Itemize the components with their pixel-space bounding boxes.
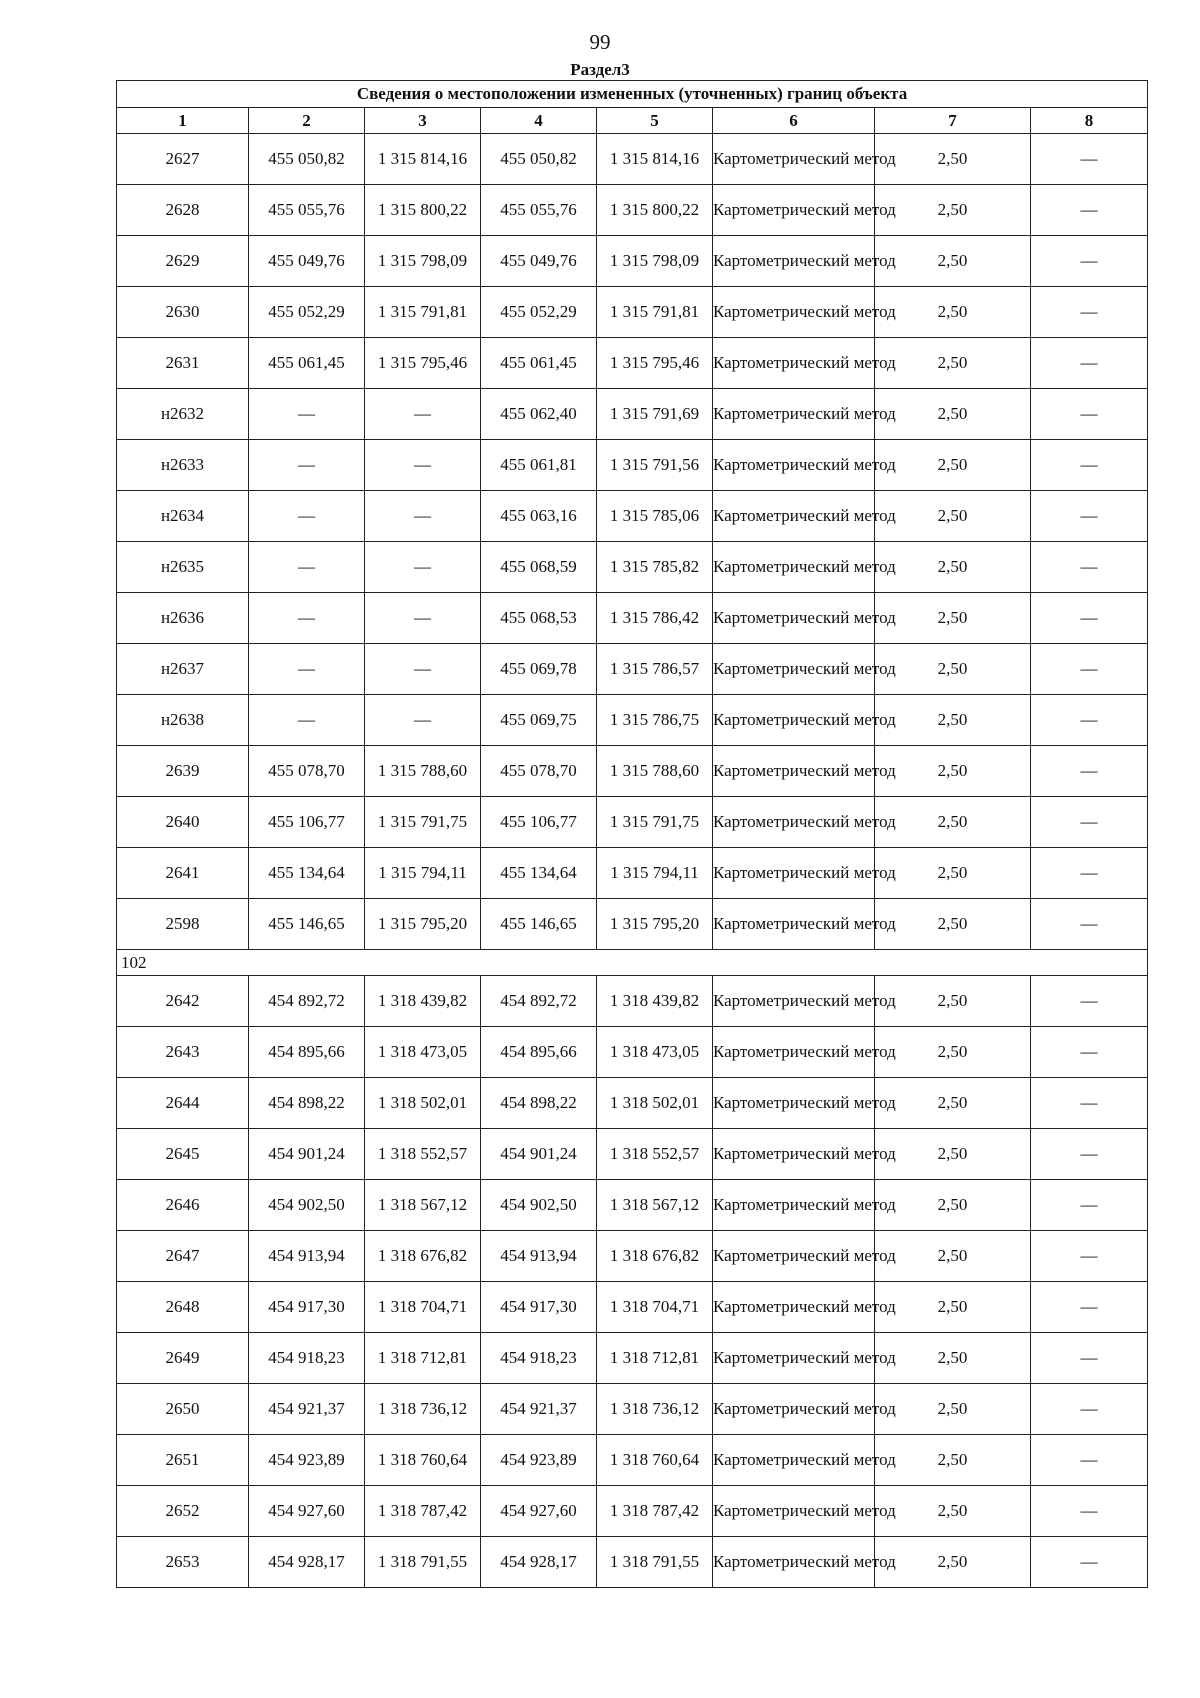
accuracy-cell: 2,50 — [875, 746, 1031, 797]
x-new-cell: 454 917,30 — [481, 1282, 597, 1333]
point-number-cell: н2634 — [117, 491, 249, 542]
method-cell: Картометрический метод — [713, 848, 875, 899]
x-existing-cell: 455 055,76 — [249, 185, 365, 236]
table-title-row — [117, 81, 1148, 108]
x-new-cell: 455 078,70 — [481, 746, 597, 797]
x-new-cell: 455 061,45 — [481, 338, 597, 389]
section-title: Раздел3 — [570, 60, 630, 79]
table-row — [117, 185, 1148, 236]
y-new-cell: 1 315 786,57 — [597, 644, 713, 695]
x-existing-cell: 455 061,45 — [249, 338, 365, 389]
x-new-cell: 454 902,50 — [481, 1180, 597, 1231]
x-new-cell: 455 068,53 — [481, 593, 597, 644]
note-cell: — — [1031, 1333, 1148, 1384]
accuracy-cell: 2,50 — [875, 1129, 1031, 1180]
table-row — [117, 491, 1148, 542]
x-new-cell: 454 927,60 — [481, 1486, 597, 1537]
accuracy-cell: 2,50 — [875, 389, 1031, 440]
point-number-cell: 2653 — [117, 1537, 249, 1588]
y-new-cell: 1 315 798,09 — [597, 236, 713, 287]
note-cell: — — [1031, 1282, 1148, 1333]
note-cell: — — [1031, 1129, 1148, 1180]
table-row — [117, 1129, 1148, 1180]
point-number-cell: н2638 — [117, 695, 249, 746]
column-header: 6 — [713, 108, 875, 134]
y-existing-cell: 1 315 791,75 — [365, 797, 481, 848]
column-header: 4 — [481, 108, 597, 134]
y-existing-cell: — — [365, 593, 481, 644]
x-new-cell: 455 062,40 — [481, 389, 597, 440]
method-cell: Картометрический метод — [713, 389, 875, 440]
note-cell: — — [1031, 491, 1148, 542]
accuracy-cell: 2,50 — [875, 1231, 1031, 1282]
method-cell: Картометрический метод — [713, 797, 875, 848]
method-cell: Картометрический метод — [713, 899, 875, 950]
table-row — [117, 338, 1148, 389]
y-new-cell: 1 318 791,55 — [597, 1537, 713, 1588]
x-new-cell: 454 901,24 — [481, 1129, 597, 1180]
column-header: 7 — [875, 108, 1031, 134]
y-existing-cell: — — [365, 695, 481, 746]
method-cell: Картометрический метод — [713, 1078, 875, 1129]
y-new-cell: 1 315 814,16 — [597, 134, 713, 185]
x-existing-cell: 454 902,50 — [249, 1180, 365, 1231]
table-row — [117, 1486, 1148, 1537]
method-cell: Картометрический метод — [713, 1027, 875, 1078]
point-number-cell: 2627 — [117, 134, 249, 185]
x-new-cell: 455 068,59 — [481, 542, 597, 593]
x-new-cell: 454 918,23 — [481, 1333, 597, 1384]
note-cell: — — [1031, 797, 1148, 848]
y-new-cell: 1 315 791,56 — [597, 440, 713, 491]
x-existing-cell: — — [249, 389, 365, 440]
y-existing-cell: 1 315 791,81 — [365, 287, 481, 338]
x-existing-cell: 455 146,65 — [249, 899, 365, 950]
note-cell: — — [1031, 1384, 1148, 1435]
x-existing-cell: 454 913,94 — [249, 1231, 365, 1282]
table-row — [117, 1435, 1148, 1486]
x-existing-cell: 455 106,77 — [249, 797, 365, 848]
y-new-cell: 1 315 788,60 — [597, 746, 713, 797]
method-cell: Картометрический метод — [713, 976, 875, 1027]
x-new-cell: 455 061,81 — [481, 440, 597, 491]
accuracy-cell: 2,50 — [875, 338, 1031, 389]
table-row — [117, 440, 1148, 491]
y-existing-cell: 1 318 439,82 — [365, 976, 481, 1027]
y-new-cell: 1 318 502,01 — [597, 1078, 713, 1129]
x-new-cell: 455 069,78 — [481, 644, 597, 695]
point-number-cell: 2645 — [117, 1129, 249, 1180]
x-new-cell: 454 923,89 — [481, 1435, 597, 1486]
x-existing-cell: — — [249, 695, 365, 746]
method-cell: Картометрический метод — [713, 236, 875, 287]
table-row — [117, 134, 1148, 185]
x-new-cell: 454 895,66 — [481, 1027, 597, 1078]
y-existing-cell: 1 318 567,12 — [365, 1180, 481, 1231]
y-new-cell: 1 315 791,69 — [597, 389, 713, 440]
x-new-cell: 455 050,82 — [481, 134, 597, 185]
point-number-cell: 2646 — [117, 1180, 249, 1231]
point-number-cell: 2648 — [117, 1282, 249, 1333]
table-row — [117, 1180, 1148, 1231]
table-row — [117, 1333, 1148, 1384]
accuracy-cell: 2,50 — [875, 797, 1031, 848]
method-cell: Картометрический метод — [713, 1180, 875, 1231]
x-existing-cell: 454 917,30 — [249, 1282, 365, 1333]
table-row — [117, 593, 1148, 644]
y-existing-cell: 1 318 760,64 — [365, 1435, 481, 1486]
accuracy-cell: 2,50 — [875, 134, 1031, 185]
column-header: 3 — [365, 108, 481, 134]
table-row — [117, 695, 1148, 746]
x-existing-cell: 454 918,23 — [249, 1333, 365, 1384]
table-row — [117, 976, 1148, 1027]
note-cell: — — [1031, 185, 1148, 236]
point-number-cell: н2635 — [117, 542, 249, 593]
y-new-cell: 1 318 712,81 — [597, 1333, 713, 1384]
x-new-cell: 454 898,22 — [481, 1078, 597, 1129]
method-cell: Картометрический метод — [713, 542, 875, 593]
column-header: 8 — [1031, 108, 1148, 134]
y-new-cell: 1 315 791,81 — [597, 287, 713, 338]
table-row — [117, 1231, 1148, 1282]
note-cell: — — [1031, 976, 1148, 1027]
y-new-cell: 1 315 794,11 — [597, 848, 713, 899]
y-new-cell: 1 318 552,57 — [597, 1129, 713, 1180]
accuracy-cell: 2,50 — [875, 1384, 1031, 1435]
y-existing-cell: — — [365, 644, 481, 695]
accuracy-cell: 2,50 — [875, 1435, 1031, 1486]
y-new-cell: 1 315 785,82 — [597, 542, 713, 593]
note-cell: — — [1031, 1180, 1148, 1231]
method-cell: Картометрический метод — [713, 1282, 875, 1333]
note-cell: — — [1031, 134, 1148, 185]
method-cell: Картометрический метод — [713, 593, 875, 644]
accuracy-cell: 2,50 — [875, 440, 1031, 491]
point-number-cell: 2650 — [117, 1384, 249, 1435]
table-row — [117, 1078, 1148, 1129]
table-row — [117, 542, 1148, 593]
table-row — [117, 1537, 1148, 1588]
y-new-cell: 1 315 795,46 — [597, 338, 713, 389]
accuracy-cell: 2,50 — [875, 287, 1031, 338]
column-header: 2 — [249, 108, 365, 134]
point-number-cell: 2639 — [117, 746, 249, 797]
point-number-cell: 2643 — [117, 1027, 249, 1078]
x-existing-cell: 454 898,22 — [249, 1078, 365, 1129]
point-number-cell: 2630 — [117, 287, 249, 338]
y-new-cell: 1 315 786,42 — [597, 593, 713, 644]
table-row — [117, 644, 1148, 695]
table-row — [117, 287, 1148, 338]
y-new-cell: 1 318 676,82 — [597, 1231, 713, 1282]
note-cell: — — [1031, 1027, 1148, 1078]
note-cell: — — [1031, 899, 1148, 950]
table-row — [117, 899, 1148, 950]
y-existing-cell: 1 318 712,81 — [365, 1333, 481, 1384]
y-new-cell: 1 318 736,12 — [597, 1384, 713, 1435]
note-cell: — — [1031, 1537, 1148, 1588]
method-cell: Картометрический метод — [713, 1537, 875, 1588]
accuracy-cell: 2,50 — [875, 644, 1031, 695]
y-existing-cell: 1 315 798,09 — [365, 236, 481, 287]
method-cell: Картометрический метод — [713, 1435, 875, 1486]
y-existing-cell: 1 318 676,82 — [365, 1231, 481, 1282]
table-row — [117, 389, 1148, 440]
y-existing-cell: — — [365, 440, 481, 491]
accuracy-cell: 2,50 — [875, 695, 1031, 746]
note-cell: — — [1031, 1435, 1148, 1486]
table-row — [117, 1027, 1148, 1078]
y-new-cell: 1 315 795,20 — [597, 899, 713, 950]
method-cell: Картометрический метод — [713, 1333, 875, 1384]
point-number-cell: 2640 — [117, 797, 249, 848]
method-cell: Картометрический метод — [713, 644, 875, 695]
point-number-cell: 2629 — [117, 236, 249, 287]
y-new-cell: 1 318 787,42 — [597, 1486, 713, 1537]
x-new-cell: 454 928,17 — [481, 1537, 597, 1588]
method-cell: Картометрический метод — [713, 1384, 875, 1435]
y-existing-cell: 1 318 787,42 — [365, 1486, 481, 1537]
y-existing-cell: 1 318 473,05 — [365, 1027, 481, 1078]
accuracy-cell: 2,50 — [875, 1180, 1031, 1231]
accuracy-cell: 2,50 — [875, 1027, 1031, 1078]
table-row — [117, 1282, 1148, 1333]
x-new-cell: 455 049,76 — [481, 236, 597, 287]
y-existing-cell: 1 315 794,11 — [365, 848, 481, 899]
point-number-cell: 2652 — [117, 1486, 249, 1537]
page-number: 99 — [589, 30, 611, 54]
point-number-cell: 2631 — [117, 338, 249, 389]
point-number-cell: 2644 — [117, 1078, 249, 1129]
accuracy-cell: 2,50 — [875, 976, 1031, 1027]
x-new-cell: 454 913,94 — [481, 1231, 597, 1282]
y-existing-cell: — — [365, 542, 481, 593]
note-cell: — — [1031, 287, 1148, 338]
note-cell: — — [1031, 338, 1148, 389]
x-new-cell: 455 052,29 — [481, 287, 597, 338]
x-existing-cell: 455 052,29 — [249, 287, 365, 338]
x-existing-cell: — — [249, 593, 365, 644]
column-header: 1 — [117, 108, 249, 134]
note-cell: — — [1031, 1231, 1148, 1282]
x-existing-cell: — — [249, 644, 365, 695]
point-number-cell: н2633 — [117, 440, 249, 491]
table-row — [117, 746, 1148, 797]
group-label-row — [117, 950, 1148, 976]
table-row — [117, 1384, 1148, 1435]
method-cell: Картометрический метод — [713, 695, 875, 746]
x-new-cell: 455 106,77 — [481, 797, 597, 848]
x-existing-cell: 454 892,72 — [249, 976, 365, 1027]
table-row — [117, 797, 1148, 848]
y-existing-cell: 1 315 800,22 — [365, 185, 481, 236]
y-existing-cell: 1 318 552,57 — [365, 1129, 481, 1180]
accuracy-cell: 2,50 — [875, 1333, 1031, 1384]
point-number-cell: 2628 — [117, 185, 249, 236]
y-new-cell: 1 315 786,75 — [597, 695, 713, 746]
note-cell: — — [1031, 644, 1148, 695]
y-new-cell: 1 315 800,22 — [597, 185, 713, 236]
y-existing-cell: 1 315 814,16 — [365, 134, 481, 185]
x-existing-cell: 454 923,89 — [249, 1435, 365, 1486]
method-cell: Картометрический метод — [713, 491, 875, 542]
x-new-cell: 455 055,76 — [481, 185, 597, 236]
note-cell: — — [1031, 542, 1148, 593]
point-number-cell: 2651 — [117, 1435, 249, 1486]
x-existing-cell: — — [249, 491, 365, 542]
note-cell: — — [1031, 1078, 1148, 1129]
y-existing-cell: 1 315 788,60 — [365, 746, 481, 797]
x-existing-cell: 454 901,24 — [249, 1129, 365, 1180]
x-new-cell: 455 146,65 — [481, 899, 597, 950]
accuracy-cell: 2,50 — [875, 1282, 1031, 1333]
group-label: 102 — [117, 950, 1148, 976]
x-new-cell: 455 069,75 — [481, 695, 597, 746]
y-existing-cell: — — [365, 389, 481, 440]
note-cell: — — [1031, 440, 1148, 491]
method-cell: Картометрический метод — [713, 1231, 875, 1282]
point-number-cell: 2649 — [117, 1333, 249, 1384]
y-existing-cell: 1 315 795,46 — [365, 338, 481, 389]
column-header: 5 — [597, 108, 713, 134]
method-cell: Картометрический метод — [713, 440, 875, 491]
x-existing-cell: 455 078,70 — [249, 746, 365, 797]
x-new-cell: 454 892,72 — [481, 976, 597, 1027]
y-existing-cell: 1 318 502,01 — [365, 1078, 481, 1129]
note-cell: — — [1031, 389, 1148, 440]
table-row — [117, 236, 1148, 287]
method-cell: Картометрический метод — [713, 134, 875, 185]
note-cell: — — [1031, 236, 1148, 287]
method-cell: Картометрический метод — [713, 746, 875, 797]
x-existing-cell: — — [249, 542, 365, 593]
accuracy-cell: 2,50 — [875, 593, 1031, 644]
x-existing-cell: 454 928,17 — [249, 1537, 365, 1588]
y-existing-cell: 1 318 736,12 — [365, 1384, 481, 1435]
accuracy-cell: 2,50 — [875, 1537, 1031, 1588]
x-existing-cell: 454 895,66 — [249, 1027, 365, 1078]
column-header-row — [117, 108, 1148, 134]
method-cell: Картометрический метод — [713, 1129, 875, 1180]
y-existing-cell: — — [365, 491, 481, 542]
method-cell: Картометрический метод — [713, 287, 875, 338]
point-number-cell: 2642 — [117, 976, 249, 1027]
point-number-cell: 2641 — [117, 848, 249, 899]
x-existing-cell: — — [249, 440, 365, 491]
note-cell: — — [1031, 746, 1148, 797]
note-cell: — — [1031, 1486, 1148, 1537]
y-new-cell: 1 318 704,71 — [597, 1282, 713, 1333]
x-new-cell: 455 134,64 — [481, 848, 597, 899]
y-new-cell: 1 318 439,82 — [597, 976, 713, 1027]
note-cell: — — [1031, 695, 1148, 746]
accuracy-cell: 2,50 — [875, 848, 1031, 899]
accuracy-cell: 2,50 — [875, 1486, 1031, 1537]
y-new-cell: 1 315 791,75 — [597, 797, 713, 848]
note-cell: — — [1031, 848, 1148, 899]
y-new-cell: 1 318 567,12 — [597, 1180, 713, 1231]
method-cell: Картометрический метод — [713, 338, 875, 389]
table-body — [117, 134, 1148, 1588]
x-new-cell: 454 921,37 — [481, 1384, 597, 1435]
point-number-cell: 2647 — [117, 1231, 249, 1282]
y-existing-cell: 1 318 704,71 — [365, 1282, 481, 1333]
method-cell: Картометрический метод — [713, 1486, 875, 1537]
point-number-cell: н2636 — [117, 593, 249, 644]
accuracy-cell: 2,50 — [875, 542, 1031, 593]
accuracy-cell: 2,50 — [875, 185, 1031, 236]
point-number-cell: н2637 — [117, 644, 249, 695]
accuracy-cell: 2,50 — [875, 1078, 1031, 1129]
accuracy-cell: 2,50 — [875, 899, 1031, 950]
accuracy-cell: 2,50 — [875, 236, 1031, 287]
y-new-cell: 1 315 785,06 — [597, 491, 713, 542]
x-existing-cell: 454 921,37 — [249, 1384, 365, 1435]
y-new-cell: 1 318 760,64 — [597, 1435, 713, 1486]
y-existing-cell: 1 315 795,20 — [365, 899, 481, 950]
x-existing-cell: 454 927,60 — [249, 1486, 365, 1537]
y-new-cell: 1 318 473,05 — [597, 1027, 713, 1078]
table-title: Сведения о местоположении измененных (уточненных) границ объекта — [117, 81, 1148, 108]
method-cell: Картометрический метод — [713, 185, 875, 236]
point-number-cell: н2632 — [117, 389, 249, 440]
y-existing-cell: 1 318 791,55 — [365, 1537, 481, 1588]
x-existing-cell: 455 134,64 — [249, 848, 365, 899]
table-row — [117, 848, 1148, 899]
x-new-cell: 455 063,16 — [481, 491, 597, 542]
x-existing-cell: 455 050,82 — [249, 134, 365, 185]
coordinates-table — [116, 80, 1148, 1588]
point-number-cell: 2598 — [117, 899, 249, 950]
accuracy-cell: 2,50 — [875, 491, 1031, 542]
note-cell: — — [1031, 593, 1148, 644]
x-existing-cell: 455 049,76 — [249, 236, 365, 287]
